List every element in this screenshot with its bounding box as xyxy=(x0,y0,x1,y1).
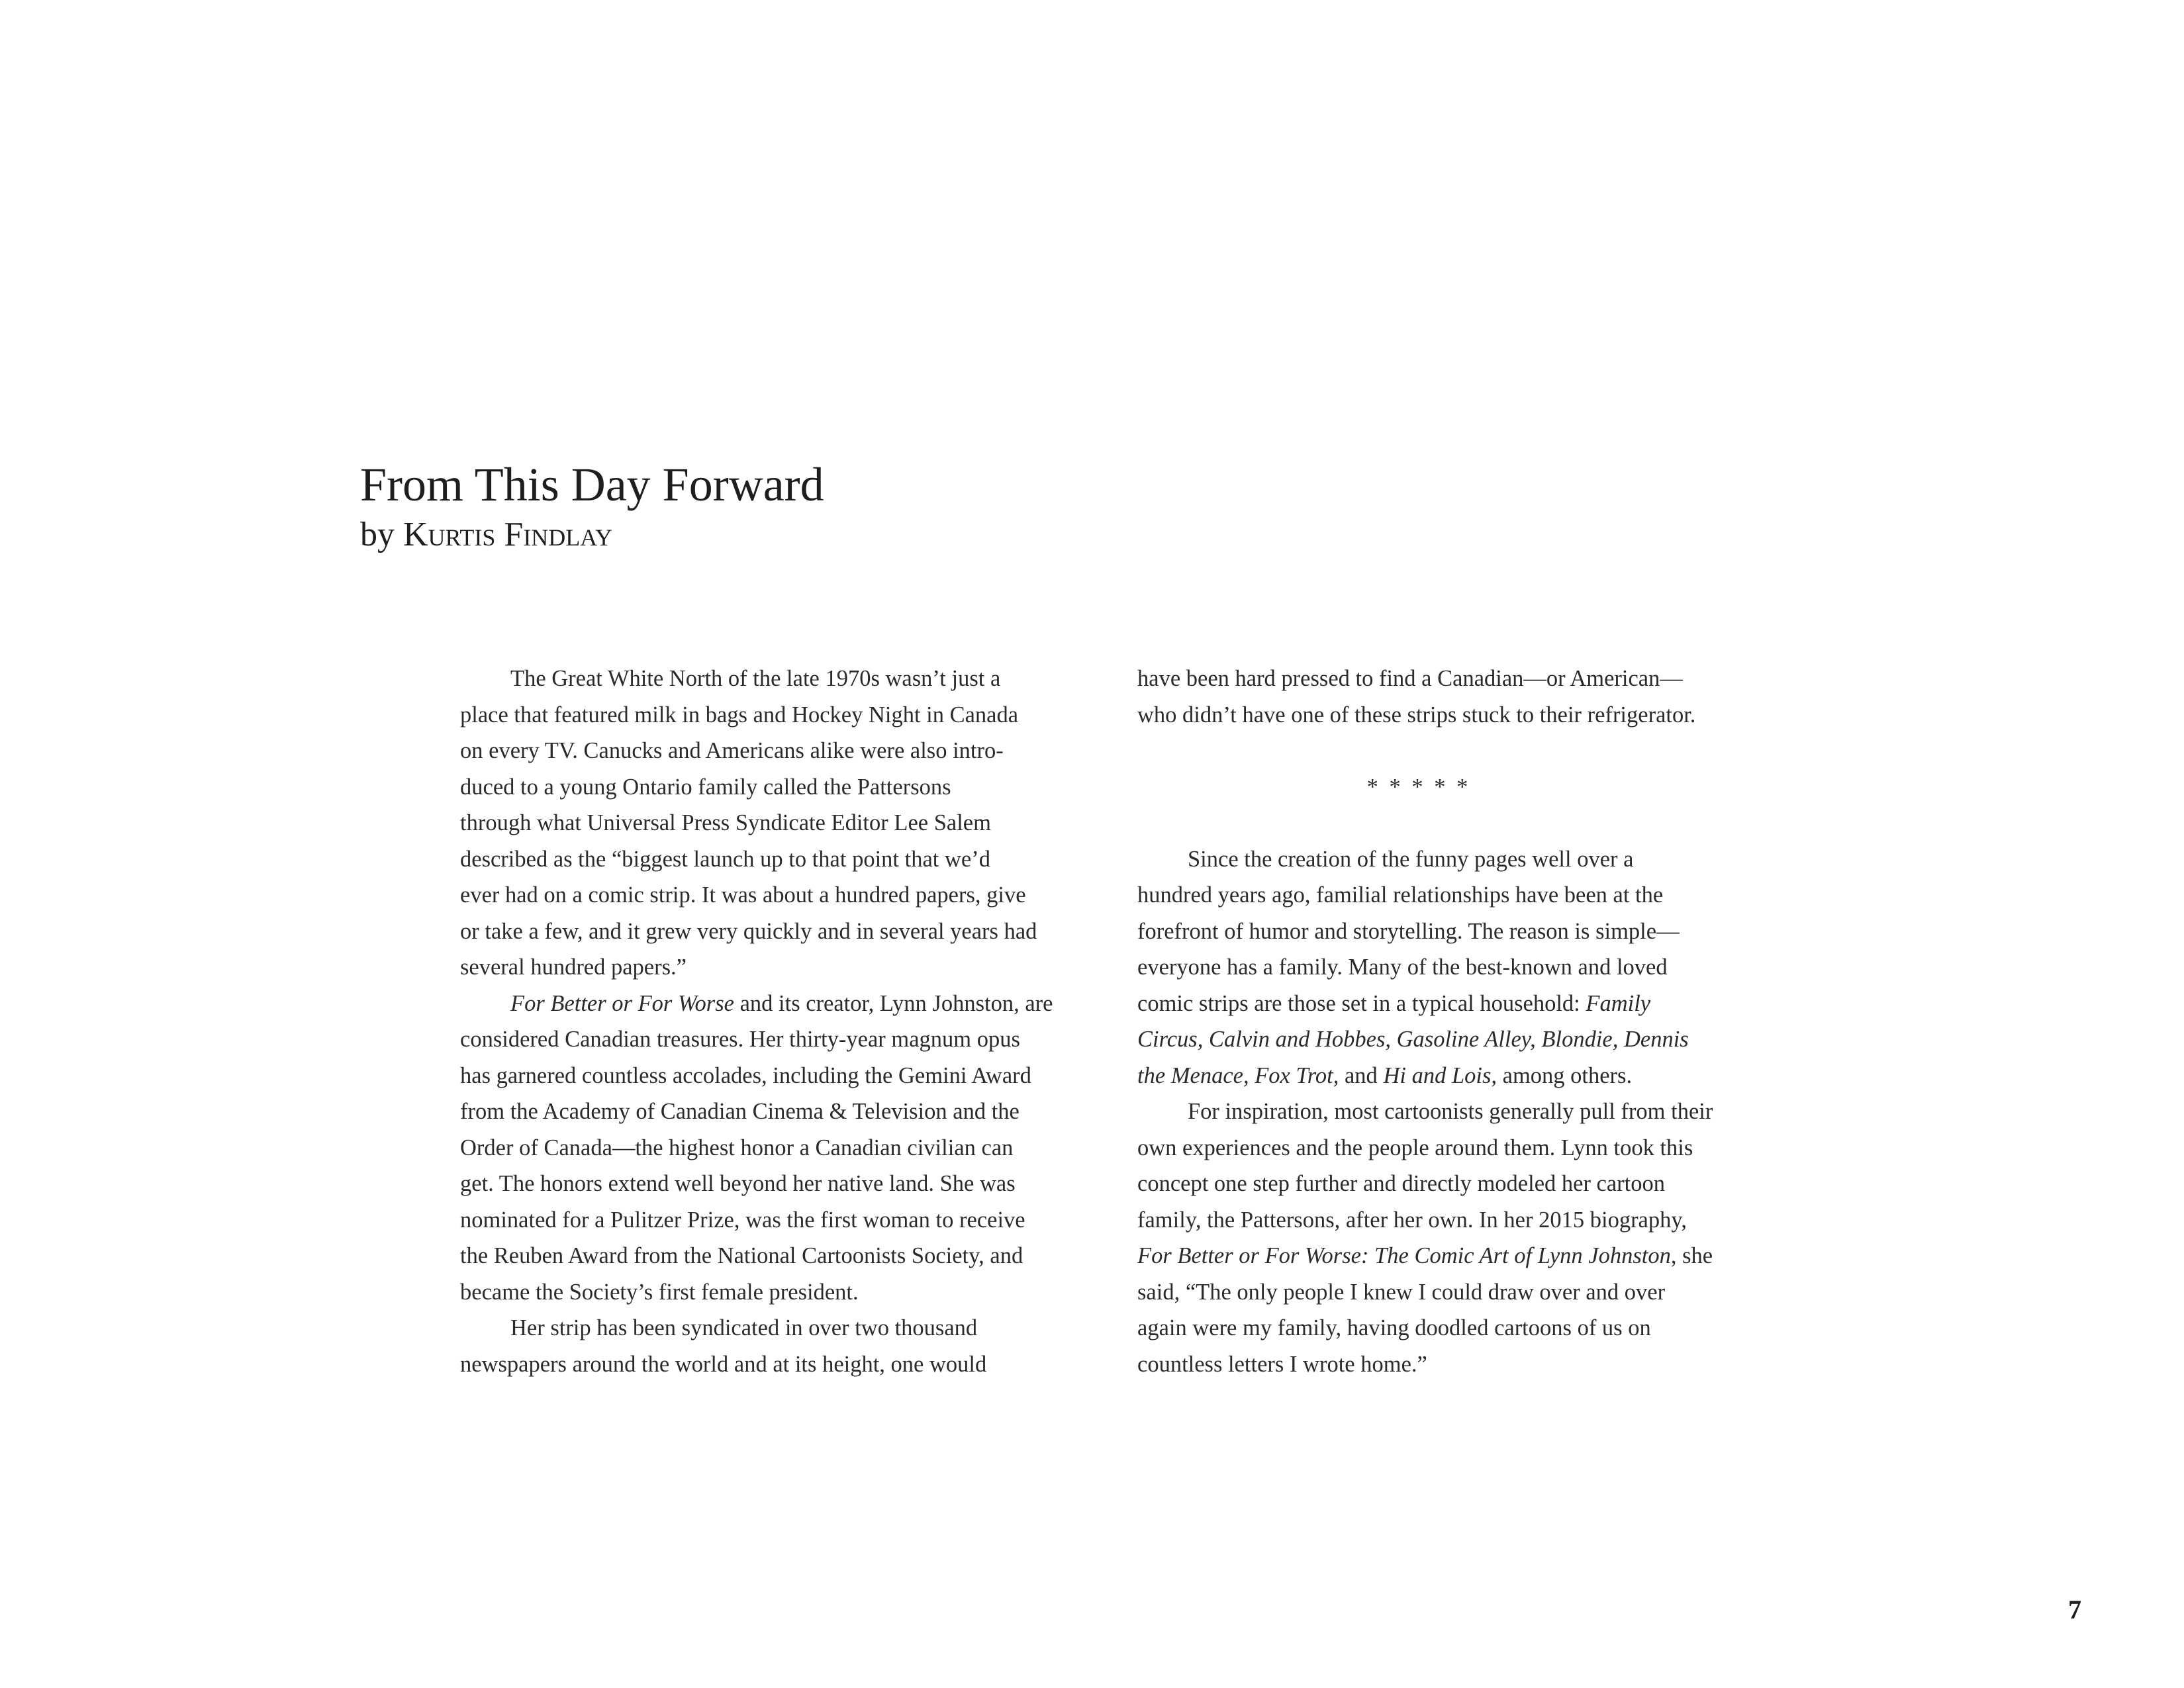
article-title: From This Day Forward xyxy=(360,458,824,511)
text-run: and its creator, Lynn Johnston, are xyxy=(734,990,1053,1016)
text-line xyxy=(1137,986,1753,1022)
strip-title-italic: the Menace, Fox Trot, xyxy=(1137,1062,1339,1088)
text-line: several hundred papers.” xyxy=(460,955,687,980)
text-line: Order of Canada—the highest honor a Canadian civilian can xyxy=(460,1135,1014,1160)
text-line: has garnered countless accolades, including the Gemini Award xyxy=(460,1062,1031,1088)
text-line: concept one step further and directly modeled her cartoon xyxy=(1137,1171,1666,1196)
text-line: from the Academy of Canadian Cinema & Television and the xyxy=(460,1099,1020,1124)
paragraph-3 xyxy=(460,1310,1076,1382)
article-heading xyxy=(360,457,824,555)
text-line: duced to a young Ontario family called the Pattersons xyxy=(460,774,951,800)
section-separator: * * * * * xyxy=(1366,774,1471,800)
paragraph-1 xyxy=(460,661,1076,986)
strip-title-italic: Family xyxy=(1586,990,1651,1016)
page-number: 7 xyxy=(2068,1595,2081,1624)
text-line: the Reuben Award from the National Cartoonists Society, and xyxy=(460,1243,1023,1268)
text-line: get. The honors extend well beyond her native land. She was xyxy=(460,1171,1016,1196)
text-line: countless letters I wrote home.” xyxy=(1137,1351,1427,1377)
text-run: comic strips are those set in a typical household: xyxy=(1137,990,1586,1016)
text-line: place that featured milk in bags and Hockey Night in Canada xyxy=(460,702,1019,727)
text-line: hundred years ago, familial relationships have been at the xyxy=(1137,882,1664,908)
spacer xyxy=(1137,805,1753,841)
strip-title-italic: For Better or For Worse xyxy=(510,990,734,1016)
text-line: have been hard pressed to find a Canadian—or American— xyxy=(1137,666,1683,691)
text-line xyxy=(460,986,1076,1022)
text-line xyxy=(1137,1238,1753,1274)
text-run: , she xyxy=(1670,1243,1713,1268)
right-text-column xyxy=(1137,661,1753,1382)
text-line: through what Universal Press Syndicate Editor Lee Salem xyxy=(460,810,991,835)
text-line: ever had on a comic strip. It was about a hundred papers, give xyxy=(460,882,1026,908)
paragraph-2 xyxy=(460,986,1076,1311)
paragraph-continued xyxy=(1137,661,1753,733)
text-line: For inspiration, most cartoonists generally pull from their xyxy=(1188,1099,1713,1124)
text-line: forefront of humor and storytelling. The reason is simple— xyxy=(1137,918,1680,944)
paragraph-4 xyxy=(1137,841,1753,1094)
text-line: described as the “biggest launch up to that point that we’d xyxy=(460,846,990,872)
text-line: Since the creation of the funny pages well over a xyxy=(1188,846,1634,872)
spacer xyxy=(1137,733,1753,769)
text-line: The Great White North of the late 1970s wasn’t just a xyxy=(510,666,1001,691)
text-line: everyone has a family. Many of the best-known and loved xyxy=(1137,955,1668,980)
text-line: on every TV. Canucks and Americans alike were also intro- xyxy=(460,738,1004,763)
book-title-italic: For Better or For Worse: The Comic Art of Lynn Johnston xyxy=(1137,1243,1671,1268)
author-name: Kurtis Findlay xyxy=(403,516,612,553)
byline-prefix: by xyxy=(360,516,395,553)
text-line: who didn’t have one of these strips stuck to their refrigerator. xyxy=(1137,702,1696,727)
text-line: newspapers around the world and at its height, one would xyxy=(460,1351,987,1377)
text-line: own experiences and the people around them. Lynn took this xyxy=(1137,1135,1693,1160)
paragraph-5 xyxy=(1137,1094,1753,1382)
strip-title-italic: Circus, Calvin and Hobbes, Gasoline Alley, Blondie, Dennis xyxy=(1137,1027,1689,1052)
text-run: among others. xyxy=(1497,1062,1633,1088)
text-line: Her strip has been syndicated in over two thousand xyxy=(510,1315,978,1340)
text-line xyxy=(1137,1058,1753,1094)
text-line: again were my family, having doodled cartoons of us on xyxy=(1137,1315,1651,1340)
text-line: or take a few, and it grew very quickly and in several years had xyxy=(460,918,1037,944)
text-line: family, the Pattersons, after her own. In her 2015 biography, xyxy=(1137,1207,1687,1233)
strip-title-italic: Hi and Lois, xyxy=(1383,1062,1497,1088)
text-line: said, “The only people I knew I could draw over and over xyxy=(1137,1279,1666,1305)
text-line xyxy=(1137,1021,1753,1058)
text-line: considered Canadian treasures. Her thirty-year magnum opus xyxy=(460,1027,1020,1052)
article-byline xyxy=(360,515,824,555)
left-text-column xyxy=(460,661,1076,1382)
text-line: nominated for a Pulitzer Prize, was the first woman to receive xyxy=(460,1207,1025,1233)
text-run: and xyxy=(1339,1062,1384,1088)
text-line: became the Society’s first female president. xyxy=(460,1279,859,1305)
